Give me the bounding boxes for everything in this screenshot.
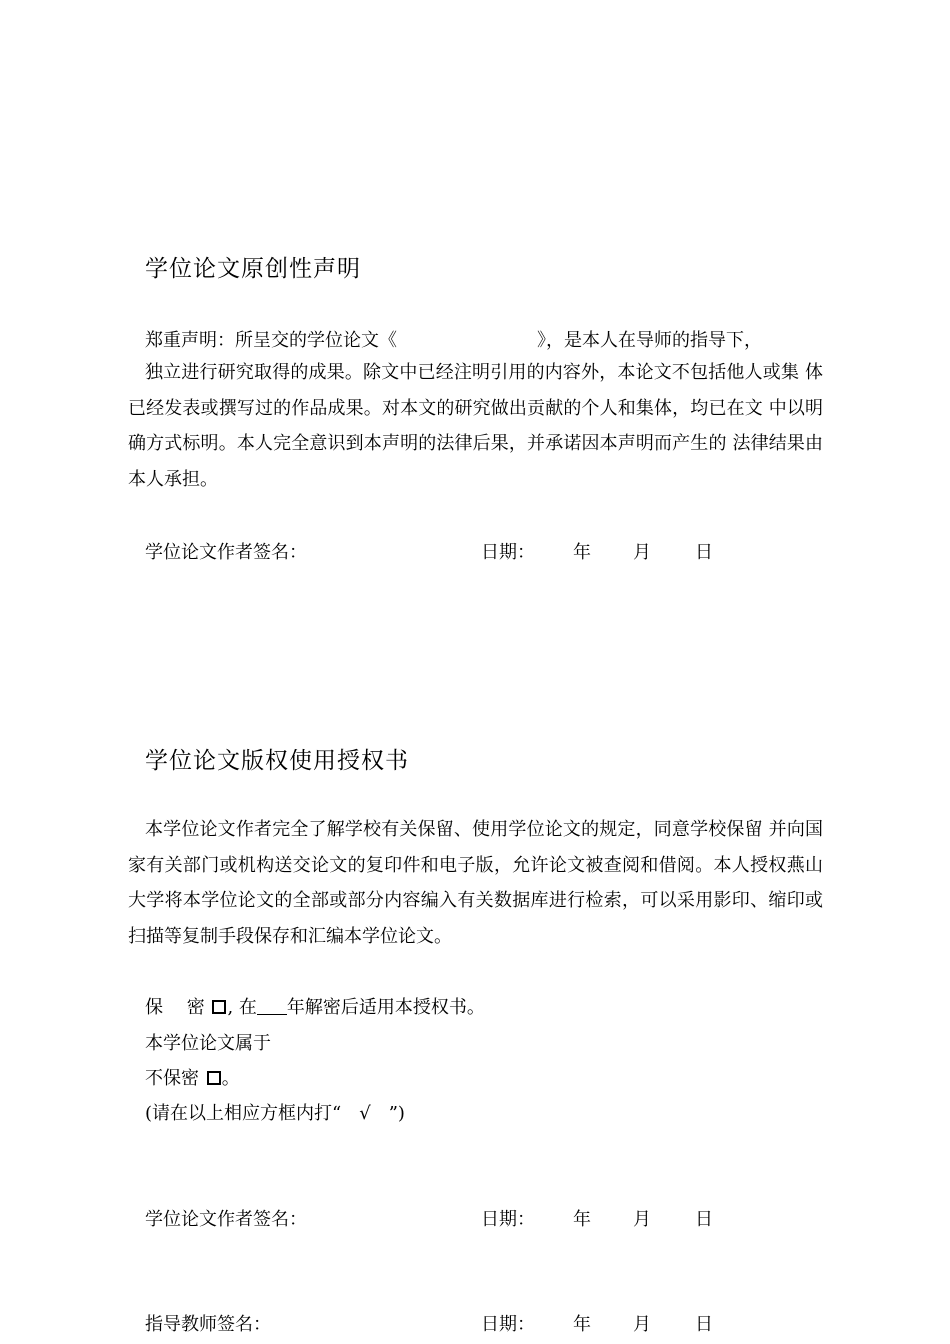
secret-label: 保 密 (145, 997, 205, 1018)
originality-body-text: 独立进行研究取得的成果。除文中已经注明引用的内容外，本论文不包括他人或集 体已经发表或撰写过的作品成果。对本文的研究做出贡献的个人和集体，均已在文 中以明确方式标明。本人完全意识到本声明的法律后果，并承诺因本声明而产生的 法律结果由本人承担。 (128, 362, 823, 490)
year-label: 年 (573, 1209, 591, 1230)
year-label: 年 (573, 542, 591, 563)
originality-line1-start: 郑重声明：所呈交的学位论文《 (145, 330, 397, 351)
authorization-author-signature-row (145, 1205, 745, 1229)
originality-title: 学位论文原创性声明 (145, 256, 361, 282)
secret-checkbox[interactable] (212, 1000, 226, 1014)
instruction-line: (请在以上相应方框内打“ √ ”) (145, 1103, 405, 1124)
not-secret-checkbox[interactable] (207, 1071, 221, 1085)
not-secret-label: 不保密 (145, 1068, 199, 1089)
year-label: 年 (573, 1314, 591, 1335)
originality-body (128, 355, 823, 497)
secret-option-line (145, 993, 485, 1019)
month-label: 月 (633, 1209, 651, 1230)
originality-first-line (145, 326, 762, 352)
secret-rest-b: 年解密后适用本授权书。 (286, 997, 485, 1018)
author-signature-label: 学位论文作者签名： (145, 542, 307, 563)
authorization-body (128, 812, 823, 954)
belongs-line: 本学位论文属于 (145, 1033, 271, 1054)
originality-line1-end: 》，是本人在导师的指导下， (537, 330, 762, 351)
day-label: 日 (695, 542, 713, 563)
secret-rest-a: , 在 (227, 997, 257, 1018)
month-label: 月 (633, 542, 651, 563)
originality-signature-row (145, 538, 745, 562)
month-label: 月 (633, 1314, 651, 1335)
advisor-signature-row (145, 1310, 745, 1334)
date-label: 日期： (481, 1314, 535, 1335)
authorization-body-text: 本学位论文作者完全了解学校有关保留、使用学位论文的规定，同意学校保留 并向国家有关部门或机构送交论文的复印件和电子版，允许论文被查阅和借阅。本人授权燕山大学将本学位论文的全部或部分内容编入有关数据库进行检索，可以采用影印、缩印或扫描等复制手段保存和汇编本学位论文。 (128, 819, 823, 947)
author-signature-label: 学位论文作者签名： (145, 1209, 307, 1230)
advisor-signature-label: 指导教师签名： (145, 1314, 271, 1335)
day-label: 日 (695, 1209, 713, 1230)
date-label: 日期： (481, 542, 535, 563)
not-secret-end: 。 (221, 1068, 240, 1089)
date-label: 日期： (481, 1209, 535, 1230)
day-label: 日 (695, 1314, 713, 1335)
secret-years-blank[interactable] (257, 998, 287, 1015)
not-secret-line (145, 1064, 240, 1090)
authorization-title: 学位论文版权使用授权书 (145, 748, 409, 774)
